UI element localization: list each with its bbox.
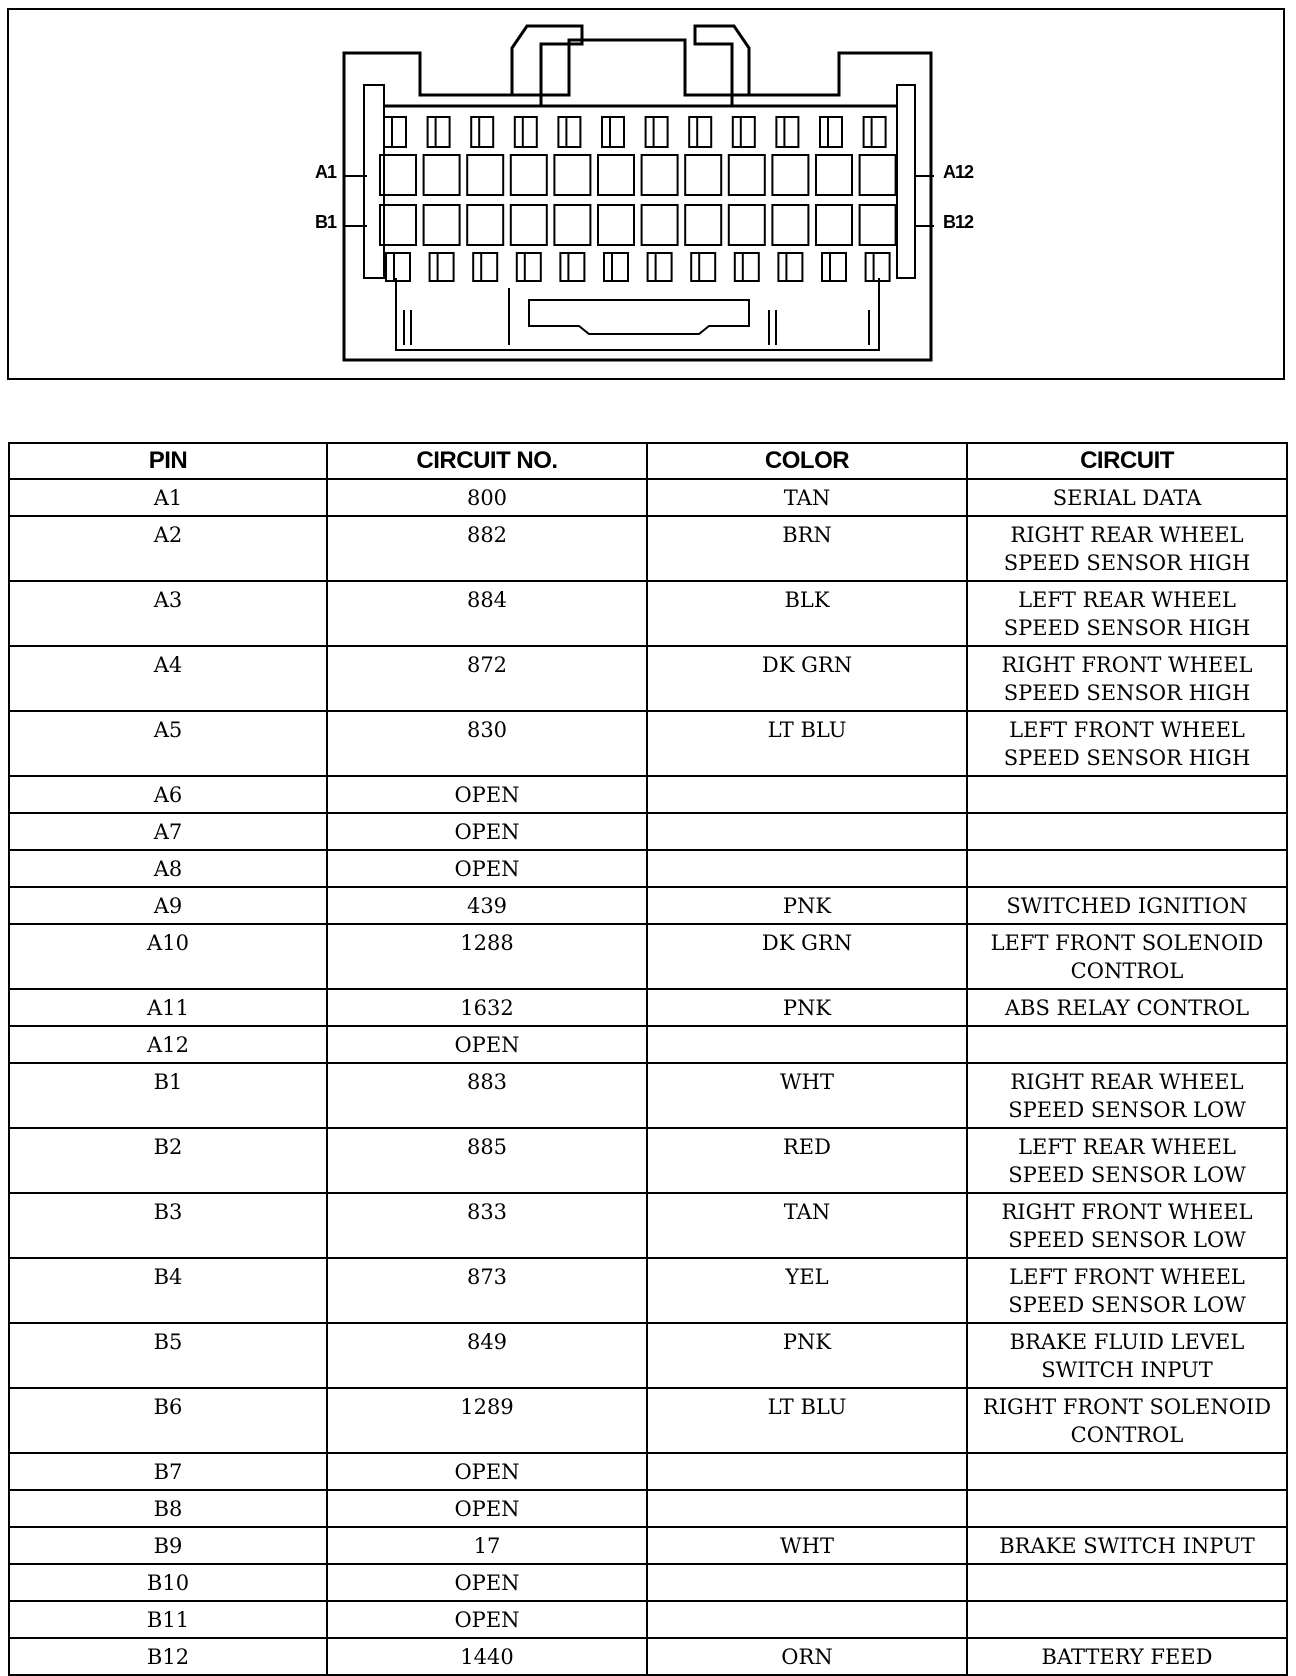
pin-cell-text: A5 <box>153 718 183 742</box>
table-row <box>9 1638 1287 1675</box>
circuit-cell-text: RIGHT FRONT WHEEL SPEED SENSOR LOW <box>1001 1200 1253 1252</box>
pin-cavity <box>598 205 634 245</box>
pin-cavity <box>866 253 890 281</box>
pin-cavity <box>860 155 896 195</box>
circuit-no-cell <box>327 1026 647 1063</box>
circuit-cell <box>967 1490 1287 1527</box>
circuit-cell-text: LEFT REAR WHEEL SPEED SENSOR LOW <box>1008 1135 1246 1187</box>
circuit-cell-text: RIGHT FRONT WHEEL SPEED SENSOR HIGH <box>1001 653 1253 705</box>
pin-cell-text: A7 <box>153 820 183 844</box>
pin-cell <box>9 850 327 887</box>
pin-cavity <box>511 155 547 195</box>
color-cell <box>647 850 967 887</box>
circuit-cell <box>967 1193 1287 1258</box>
pin-cavity <box>648 253 672 281</box>
pin-cell-text: A4 <box>153 653 183 677</box>
circuit-cell <box>967 1638 1287 1675</box>
pin-cavity <box>380 205 416 245</box>
color-cell <box>647 776 967 813</box>
label-a1: A1 <box>315 162 337 182</box>
circuit-cell <box>967 924 1287 989</box>
pin-cell <box>9 776 327 813</box>
table-row <box>9 989 1287 1026</box>
pin-cell <box>9 1193 327 1258</box>
pin-cavities <box>380 117 896 281</box>
circuit-cell <box>967 813 1287 850</box>
table-row <box>9 1527 1287 1564</box>
circuit-no-cell-text: OPEN <box>454 1608 520 1632</box>
circuit-cell-text: RIGHT FRONT SOLENOID CONTROL <box>982 1395 1272 1447</box>
pin-cell-text: A3 <box>153 588 183 612</box>
table-row <box>9 1453 1287 1490</box>
circuit-cell-text: LEFT FRONT WHEEL SPEED SENSOR HIGH <box>1003 718 1251 770</box>
circuit-cell-text: BATTERY FEED <box>1041 1645 1213 1669</box>
pin-cavity <box>685 155 721 195</box>
circuit-no-cell-text: OPEN <box>454 1460 520 1484</box>
circuit-cell <box>967 850 1287 887</box>
pin-cell-text: A10 <box>147 931 189 955</box>
circuit-no-cell <box>327 1128 647 1193</box>
color-cell <box>647 887 967 924</box>
circuit-cell <box>967 1128 1287 1193</box>
color-cell-text: LT BLU <box>767 1395 847 1419</box>
circuit-no-cell-text: 1289 <box>460 1395 514 1419</box>
circuit-no-cell-text: OPEN <box>454 857 520 881</box>
table-row <box>9 887 1287 924</box>
pin-cavity <box>816 205 852 245</box>
color-cell-text: PNK <box>782 894 832 918</box>
circuit-cell-text: LEFT FRONT SOLENOID CONTROL <box>990 931 1264 983</box>
circuit-no-cell <box>327 1193 647 1258</box>
color-cell-text: DK GRN <box>761 653 853 677</box>
table-row <box>9 850 1287 887</box>
circuit-no-cell-text: 885 <box>466 1135 508 1159</box>
circuit-cell-text: LEFT REAR WHEEL SPEED SENSOR HIGH <box>1003 588 1251 640</box>
pin-cell-text: B3 <box>153 1200 183 1224</box>
pin-cavity <box>467 205 503 245</box>
pin-cavity <box>860 205 896 245</box>
circuit-cell <box>967 1323 1287 1388</box>
pin-cavity <box>646 117 668 147</box>
table-row <box>9 1063 1287 1128</box>
color-cell <box>647 1063 967 1128</box>
pin-cell <box>9 1063 327 1128</box>
color-cell <box>647 1601 967 1638</box>
pin-cell-text: A11 <box>147 996 189 1020</box>
circuit-cell <box>967 989 1287 1026</box>
circuit-cell <box>967 776 1287 813</box>
color-cell <box>647 479 967 516</box>
pin-cell-text: A1 <box>153 486 183 510</box>
color-cell <box>647 1453 967 1490</box>
pin-cell-text: B7 <box>153 1460 183 1484</box>
color-cell-text: ORN <box>781 1645 833 1669</box>
circuit-cell <box>967 887 1287 924</box>
table-row <box>9 1388 1287 1453</box>
pin-cell <box>9 1388 327 1453</box>
header-circuit: CIRCUIT <box>967 443 1287 479</box>
table-row <box>9 1128 1287 1193</box>
pin-cell <box>9 581 327 646</box>
circuit-no-cell <box>327 581 647 646</box>
circuit-no-cell <box>327 1323 647 1388</box>
color-cell <box>647 711 967 776</box>
pin-cavity <box>471 117 493 147</box>
color-cell-text: WHT <box>780 1070 834 1094</box>
circuit-cell-text: ABS RELAY CONTROL <box>1004 996 1250 1020</box>
color-cell-text: BLK <box>784 588 830 612</box>
label-a12: A12 <box>943 162 974 182</box>
table-row <box>9 711 1287 776</box>
circuit-no-cell-text: OPEN <box>454 783 520 807</box>
table-row <box>9 1564 1287 1601</box>
pin-cavity <box>642 155 678 195</box>
circuit-no-cell <box>327 516 647 581</box>
circuit-no-cell <box>327 711 647 776</box>
circuit-cell-text: BRAKE FLUID LEVEL SWITCH INPUT <box>1009 1330 1245 1382</box>
connector-diagram <box>7 8 1285 380</box>
table-row <box>9 516 1287 581</box>
table-row <box>9 581 1287 646</box>
pin-cell <box>9 1601 327 1638</box>
pin-cavity <box>604 253 628 281</box>
pin-cell-text: B1 <box>153 1070 183 1094</box>
circuit-no-cell-text: 1288 <box>460 931 514 955</box>
table-row <box>9 924 1287 989</box>
pin-cell-text: A12 <box>147 1033 189 1057</box>
pin-cell-text: B10 <box>146 1571 190 1595</box>
table-row <box>9 1323 1287 1388</box>
pin-cell <box>9 989 327 1026</box>
circuit-no-cell <box>327 887 647 924</box>
circuit-no-cell-text: 17 <box>473 1534 501 1558</box>
circuit-cell-text: RIGHT REAR WHEEL SPEED SENSOR LOW <box>1008 1070 1246 1122</box>
pin-cavity <box>772 155 808 195</box>
circuit-cell <box>967 1388 1287 1453</box>
circuit-no-cell <box>327 1258 647 1323</box>
header-color: COLOR <box>647 443 967 479</box>
color-cell <box>647 1323 967 1388</box>
table-row <box>9 479 1287 516</box>
circuit-no-cell <box>327 1601 647 1638</box>
label-b1: B1 <box>315 212 337 232</box>
circuit-no-cell-text: 833 <box>466 1200 508 1224</box>
circuit-no-cell-text: 873 <box>466 1265 508 1289</box>
color-cell <box>647 1564 967 1601</box>
pin-cell <box>9 1026 327 1063</box>
circuit-no-cell <box>327 1490 647 1527</box>
circuit-no-cell <box>327 646 647 711</box>
circuit-no-cell-text: OPEN <box>454 820 520 844</box>
pin-cell <box>9 479 327 516</box>
pin-cell-text: A6 <box>153 783 183 807</box>
pin-cell-text: B11 <box>146 1608 190 1632</box>
table-row <box>9 1193 1287 1258</box>
color-cell <box>647 581 967 646</box>
pin-cell <box>9 1453 327 1490</box>
pin-cell-text: B2 <box>153 1135 183 1159</box>
color-cell <box>647 813 967 850</box>
circuit-no-cell-text: 849 <box>466 1330 508 1354</box>
pin-cavity <box>428 117 450 147</box>
circuit-no-cell-text: 884 <box>466 588 508 612</box>
pin-cell-text: B5 <box>153 1330 183 1354</box>
color-cell-text: LT BLU <box>767 718 847 742</box>
pin-cell-text: A9 <box>153 894 183 918</box>
circuit-cell <box>967 516 1287 581</box>
color-cell-text: TAN <box>783 1200 831 1224</box>
pin-cavity <box>642 205 678 245</box>
pin-cavity <box>735 253 759 281</box>
color-cell <box>647 989 967 1026</box>
pin-cell-text: B8 <box>153 1497 183 1521</box>
color-cell <box>647 1258 967 1323</box>
pin-cavity <box>864 117 886 147</box>
pin-cavity <box>778 253 802 281</box>
circuit-cell-text: RIGHT REAR WHEEL SPEED SENSOR HIGH <box>1003 523 1251 575</box>
pin-cavity <box>424 155 460 195</box>
circuit-no-cell <box>327 1638 647 1675</box>
pin-table <box>8 442 1288 1676</box>
pin-cell <box>9 1564 327 1601</box>
circuit-no-cell-text: 800 <box>466 486 508 510</box>
pin-cell <box>9 516 327 581</box>
color-cell <box>647 1026 967 1063</box>
circuit-no-cell-text: OPEN <box>454 1571 520 1595</box>
color-cell <box>647 1638 967 1675</box>
table-row <box>9 646 1287 711</box>
circuit-cell <box>967 1453 1287 1490</box>
pin-cavity <box>822 253 846 281</box>
circuit-cell <box>967 1063 1287 1128</box>
table-row <box>9 1258 1287 1323</box>
circuit-cell-text: SERIAL DATA <box>1052 486 1202 510</box>
color-cell-text: RED <box>783 1135 831 1159</box>
pin-cavity <box>729 205 765 245</box>
color-cell-text: WHT <box>780 1534 834 1558</box>
circuit-no-cell <box>327 479 647 516</box>
circuit-no-cell <box>327 1527 647 1564</box>
pin-cell <box>9 1527 327 1564</box>
table-row <box>9 776 1287 813</box>
pin-cavity <box>776 117 798 147</box>
circuit-cell <box>967 1258 1287 1323</box>
pin-cell-text: A2 <box>153 523 183 547</box>
circuit-cell <box>967 1527 1287 1564</box>
pin-cavity <box>816 155 852 195</box>
connector-drawing <box>9 10 1287 382</box>
circuit-no-cell <box>327 1388 647 1453</box>
pin-cavity <box>558 117 580 147</box>
color-cell <box>647 516 967 581</box>
pin-cavity <box>772 205 808 245</box>
pin-cell <box>9 887 327 924</box>
pin-cell <box>9 1258 327 1323</box>
label-b12: B12 <box>943 212 974 232</box>
circuit-cell-text: LEFT FRONT WHEEL SPEED SENSOR LOW <box>1008 1265 1246 1317</box>
pin-cavity <box>515 117 537 147</box>
circuit-cell <box>967 1564 1287 1601</box>
circuit-no-cell-text: 872 <box>466 653 508 677</box>
table-header-row <box>9 443 1287 479</box>
color-cell-text: TAN <box>783 486 831 510</box>
pin-cavity <box>554 155 590 195</box>
pin-cavity <box>430 253 454 281</box>
table-row <box>9 813 1287 850</box>
pin-cell <box>9 1128 327 1193</box>
color-cell <box>647 924 967 989</box>
pin-cavity <box>820 117 842 147</box>
pin-cavity <box>554 205 590 245</box>
pin-cavity <box>511 205 547 245</box>
pin-cavity <box>560 253 584 281</box>
pin-cell-text: B6 <box>153 1395 183 1419</box>
pin-cell <box>9 711 327 776</box>
header-circuit-no: CIRCUIT NO. <box>327 443 647 479</box>
pin-cell <box>9 646 327 711</box>
pin-cavity <box>517 253 541 281</box>
color-cell <box>647 1490 967 1527</box>
circuit-no-cell <box>327 776 647 813</box>
circuit-cell <box>967 711 1287 776</box>
circuit-no-cell <box>327 850 647 887</box>
color-cell <box>647 1388 967 1453</box>
color-cell-text: PNK <box>782 996 832 1020</box>
color-cell-text: YEL <box>785 1265 829 1289</box>
pin-cell <box>9 1638 327 1675</box>
pin-cavity <box>424 205 460 245</box>
pin-cavity <box>467 155 503 195</box>
pin-cavity <box>685 205 721 245</box>
circuit-no-cell-text: 439 <box>466 894 508 918</box>
circuit-no-cell <box>327 989 647 1026</box>
circuit-no-cell-text: 882 <box>466 523 508 547</box>
table-row <box>9 1601 1287 1638</box>
header-pin: PIN <box>9 443 327 479</box>
pin-cell <box>9 924 327 989</box>
circuit-no-cell <box>327 1453 647 1490</box>
color-cell <box>647 646 967 711</box>
circuit-no-cell-text: 830 <box>466 718 508 742</box>
circuit-no-cell-text: 1440 <box>460 1645 514 1669</box>
circuit-no-cell-text: 1632 <box>460 996 514 1020</box>
color-cell-text: DK GRN <box>761 931 853 955</box>
circuit-no-cell <box>327 813 647 850</box>
color-cell <box>647 1527 967 1564</box>
circuit-cell <box>967 581 1287 646</box>
color-cell <box>647 1128 967 1193</box>
pin-cavity <box>733 117 755 147</box>
circuit-no-cell <box>327 1564 647 1601</box>
circuit-cell <box>967 1601 1287 1638</box>
circuit-cell <box>967 479 1287 516</box>
pin-cell-text: B12 <box>146 1645 190 1669</box>
pin-cavity <box>384 117 406 147</box>
circuit-no-cell-text: 883 <box>466 1070 508 1094</box>
pin-cavity <box>473 253 497 281</box>
color-cell <box>647 1193 967 1258</box>
circuit-cell <box>967 1026 1287 1063</box>
pin-cell <box>9 1323 327 1388</box>
color-cell-text: BRN <box>782 523 832 547</box>
circuit-cell-text: BRAKE SWITCH INPUT <box>999 1534 1255 1558</box>
pin-cavity <box>386 253 410 281</box>
circuit-no-cell-text: OPEN <box>454 1497 520 1521</box>
circuit-no-cell-text: OPEN <box>454 1033 520 1057</box>
circuit-no-cell <box>327 924 647 989</box>
pin-cell-text: B4 <box>153 1265 183 1289</box>
table-row <box>9 1026 1287 1063</box>
pin-cavity <box>729 155 765 195</box>
color-cell-text: PNK <box>782 1330 832 1354</box>
pin-cell <box>9 813 327 850</box>
pin-cavity <box>691 253 715 281</box>
pin-cavity <box>689 117 711 147</box>
table-row <box>9 1490 1287 1527</box>
pin-cavity <box>380 155 416 195</box>
pin-cavity <box>602 117 624 147</box>
circuit-cell <box>967 646 1287 711</box>
pin-cell-text: A8 <box>153 857 183 881</box>
pin-cell <box>9 1490 327 1527</box>
pin-cell-text: B9 <box>153 1534 183 1558</box>
pin-cavity <box>598 155 634 195</box>
circuit-no-cell <box>327 1063 647 1128</box>
circuit-cell-text: SWITCHED IGNITION <box>1006 894 1248 918</box>
